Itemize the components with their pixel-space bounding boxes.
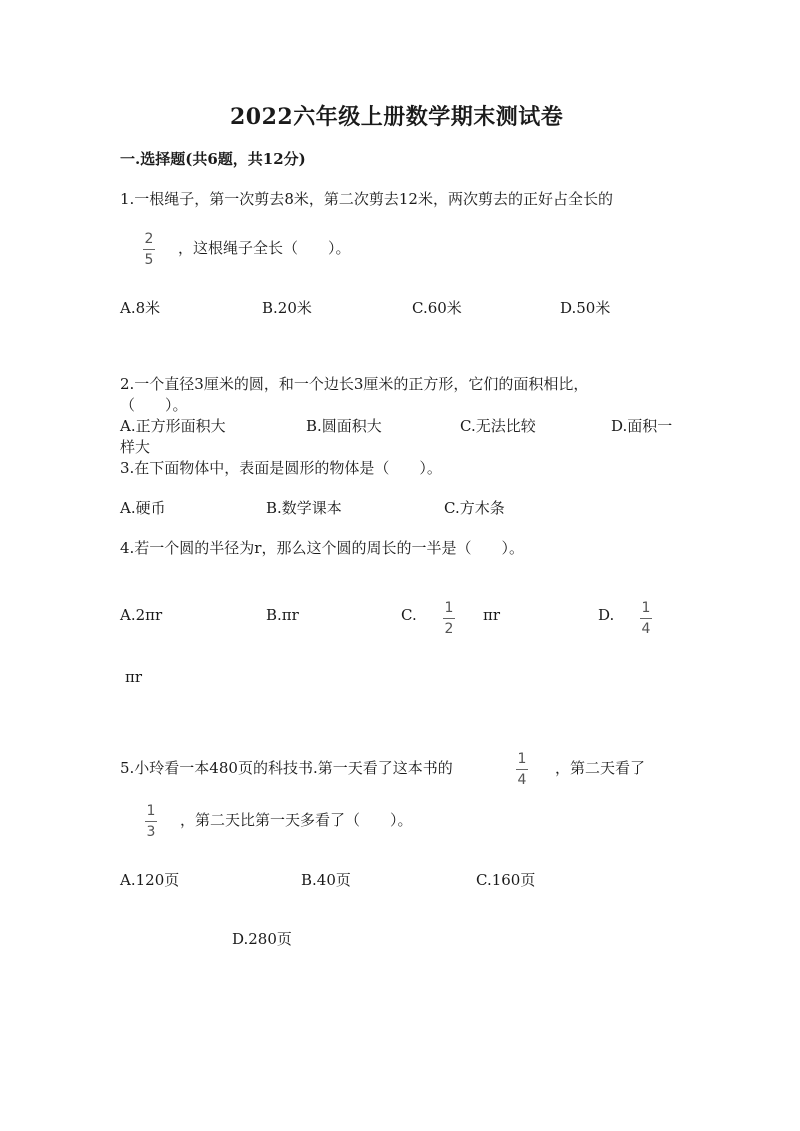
fraction-bar	[143, 249, 155, 250]
option-d[interactable]: D.面积一	[611, 417, 673, 435]
option-c[interactable]: C.无法比较	[460, 417, 536, 435]
question-3-text: 3.在下面物体中，表面是圆形的物体是（ ）。	[120, 459, 442, 477]
section-heading: 一.选择题(共6题，共12分)	[120, 150, 306, 168]
option-b[interactable]: B.20米	[262, 299, 312, 317]
option-c[interactable]: C.160页	[476, 871, 536, 889]
question-4-text: 4.若一个圆的半径为r，那么这个圆的周长的一半是（ ）。	[120, 539, 524, 557]
option-c[interactable]: C.	[401, 606, 417, 624]
fraction-bar	[443, 618, 455, 619]
option-a[interactable]: A.120页	[120, 871, 180, 889]
question-1-text: 1.一根绳子，第一次剪去8米，第二次剪去12米，两次剪去的正好占全长的	[120, 190, 613, 208]
question-1-text-continued: ，这根绳子全长（ ）。	[178, 239, 351, 257]
option-d[interactable]: D.	[598, 606, 615, 624]
fraction-one-half	[443, 601, 455, 636]
fraction-numerator: 1	[641, 600, 651, 616]
fraction-one-third	[145, 804, 157, 839]
fraction-numerator: 1	[146, 803, 156, 819]
fraction-denominator: 5	[144, 252, 154, 268]
option-d[interactable]: D.50米	[560, 299, 611, 317]
page-title: 2022六年级上册数学期末测试卷	[230, 104, 564, 130]
option-a[interactable]: A.2πr	[120, 606, 163, 624]
option-a[interactable]: A.8米	[120, 299, 161, 317]
option-a[interactable]: A.正方形面积大	[120, 417, 226, 435]
fraction-denominator: 4	[641, 621, 651, 637]
option-c-suffix: πr	[483, 606, 501, 624]
fraction-bar	[640, 618, 652, 619]
fraction-two-fifths	[143, 232, 155, 267]
option-b[interactable]: B.数学课本	[266, 499, 342, 517]
fraction-numerator: 1	[444, 600, 454, 616]
option-b[interactable]: B.πr	[266, 606, 299, 624]
fraction-denominator: 2	[444, 621, 454, 637]
fraction-numerator: 2	[144, 231, 154, 247]
option-c[interactable]: C.方木条	[444, 499, 505, 517]
fraction-one-quarter	[640, 601, 652, 636]
option-a[interactable]: A.硬币	[120, 499, 166, 517]
question-2-text: 2.一个直径3厘米的圆，和一个边长3厘米的正方形，它们的面积相比，	[120, 375, 589, 393]
fraction-denominator: 3	[146, 824, 156, 840]
fraction-denominator: 4	[517, 772, 527, 788]
option-b[interactable]: B.40页	[301, 871, 351, 889]
option-b[interactable]: B.圆面积大	[306, 417, 382, 435]
question-5-text-continued: ，第二天看了	[555, 759, 646, 777]
fraction-one-quarter	[516, 752, 528, 787]
option-d[interactable]: D.280页	[232, 930, 292, 948]
question-5-text-line2: ，第二天比第一天多看了（ ）。	[180, 811, 413, 829]
option-d-suffix: πr	[125, 668, 143, 686]
fraction-numerator: 1	[517, 751, 527, 767]
fraction-bar	[145, 821, 157, 822]
fraction-bar	[516, 769, 528, 770]
question-2-blank: （ ）。	[120, 396, 188, 414]
option-c[interactable]: C.60米	[412, 299, 462, 317]
option-d-wrap: 样大	[120, 438, 151, 456]
question-5-text: 5.小玲看一本480页的科技书.第一天看了这本书的	[120, 759, 453, 777]
